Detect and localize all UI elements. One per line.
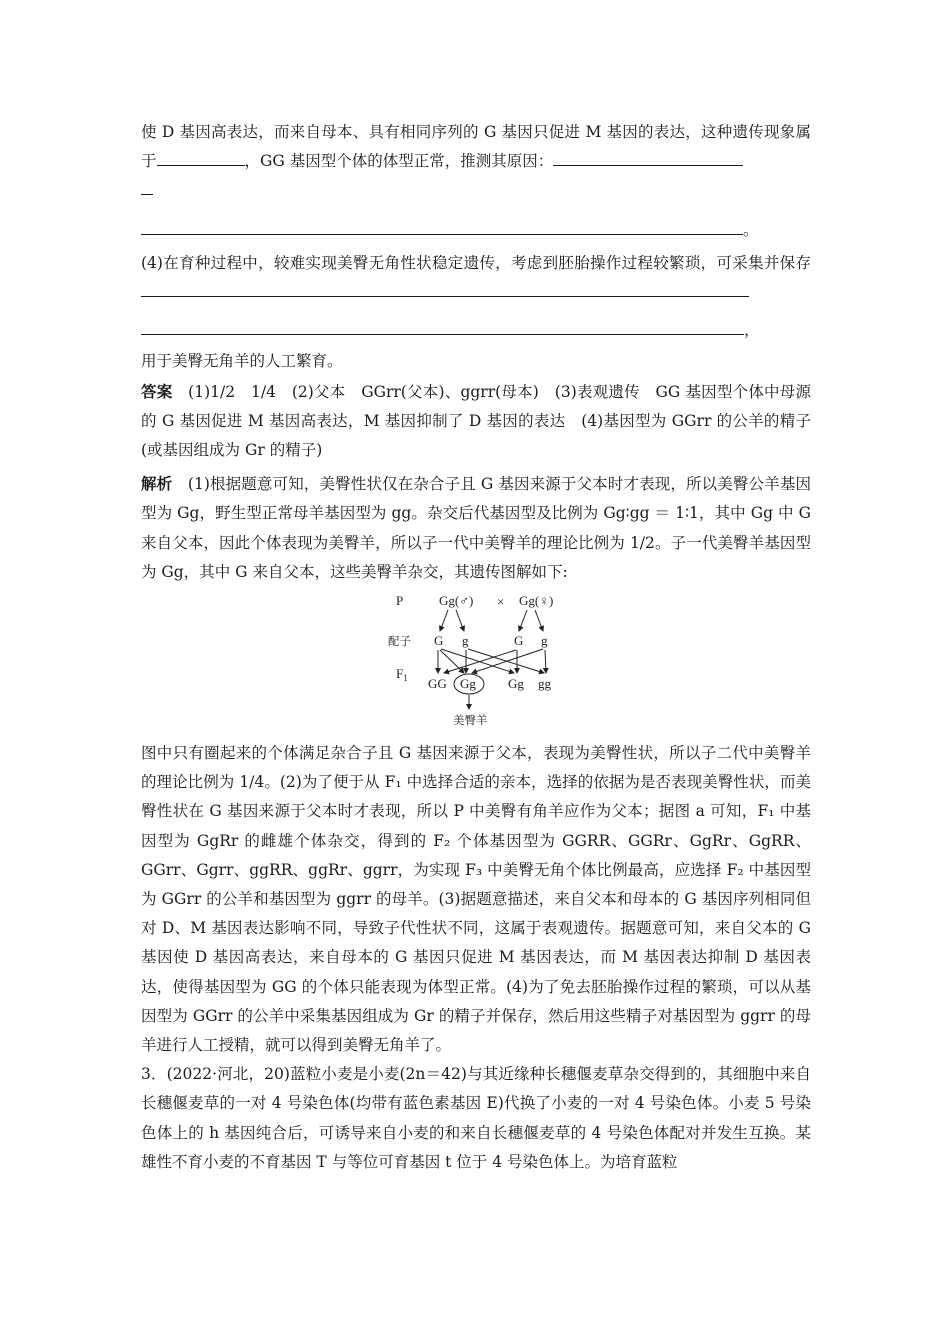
analysis-paragraph-2: 图中只有圈起来的个体满足杂合子且 G 基因来源于父本，表现为美臀性状，所以子二代中美臀羊的理论比例为 1/4。(2)为了便于从 F₁ 中选择合适的亲本，选择的依据为是否表现美臀性状，而美臀性状在 G 基因来源于父本时才表现，所以 P 中美臀有角羊应作为父本；据图 a 可知，F₁ 中基因型为 GgRr 的雌雄个体杂交，得到的 F₂ 个体基因型为 GGRR、GGRr、GgRr、GgRR、GGrr、Ggrr、ggRR、ggRr、ggrr，为实现 F₃ 中美臀无角个体比例最高，应选择 F₂ 中基因型为 GGrr 的公羊和基因型为 ggrr 的母羊。(3)据题意描述，来自父本和母本的 G 基因序列相同但对 D、M 基因表达影响不同，导致子代性状不同，这属于表观遗传。据题意可知，来自父本的 G 基因使 D 基因高表达，来自母本的 G 基因只促进 M 基因表达，而 M 基因表达抑制 D 基因表达，使得基因型为 GG 的个体只能表现为体型正常。(4)为了免去胚胎操作过程的繁琐，可以从基因型为 GGrr 的公羊中采集基因组成为 Gr 的精子并保存，然后用这些精子对基因型为 ggrr 的母羊进行人工授精，就可以得到美臀无角羊了。 — [141, 744, 811, 1055]
f1-label: $F_1$ — [396, 666, 408, 684]
question-2-part-3: 使 D 基因高表达，而来自母本、具有相同序列的 G 基因只促进 M 基因的表达，这种遗传现象属于 ，GG 基因型个体的体型正常，推测其原因： — [141, 118, 811, 206]
answer-blank — [141, 278, 749, 297]
question-3: 3．(2022·河北，20)蓝粒小麦是小麦(2n＝42)与其近缘种长穗偃麦草杂交得到的，其细胞中来自长穗偃麦草的一对 4 号染色体(均带有蓝色素基因 E)代换了小麦的一对 4 号染色体。小麦 5 号染色体上的 h 基因纯合后，可诱导来自小麦的和来自长穗偃麦草的 4 号染色体配对并发生互换。某雄性不育小麦的不育基因 T 与等位可育基因 t 位于 4 号染色体上。为培育蓝粒 — [141, 1065, 811, 1171]
answer-paragraph — [141, 377, 811, 466]
gamete-female-G: G — [514, 633, 524, 649]
gamete-female-g: g — [541, 633, 548, 649]
analysis-paragraph — [141, 469, 811, 587]
answer-blank — [141, 316, 744, 335]
answer-blank — [141, 176, 153, 195]
answer-label: 答案 — [141, 381, 173, 401]
gamete-male-G: G — [434, 633, 444, 649]
analysis-text-1: (1)根据题意可知，美臀性状仅在杂合子且 G 基因来源于父本时才表现，所以美臀公羊基因型为 Gg，野生型正常母羊基因型为 gg。杂交后代基因型及比例为 Gg∶gg ＝ 1∶1，其中 Gg 中 G 来自父本，因此个体表现为美臀羊，所以子一代中美臀羊的理论比例为 1/2。子一代美臀羊基因型为 Gg，其中 G 来自父本，这些美臀羊杂交，其遗传图解如下: — [141, 475, 811, 581]
analysis-label: 解析 — [141, 474, 173, 494]
result-label: 美臀羊 — [453, 713, 488, 728]
gamete-label: 配子 — [388, 634, 411, 649]
cross-diagram-svg — [386, 589, 586, 737]
cross-symbol: × — [497, 594, 505, 610]
offspring-Gg-circled: Gg — [460, 676, 476, 692]
p-label: P — [396, 593, 404, 609]
genetic-diagram — [141, 589, 811, 739]
answer-text: (1)1/2 1/4 (2)父本 GGrr(父本)、ggrr(母本) (3)表观遗传 GG 基因型个体中母源的 G 基因促进 M 基因高表达，M 基因抑制了 D 基因的表达 (4)基因型为 GGrr 的公羊的精子(或基因组成为 Gr 的精子) — [141, 382, 811, 460]
answer-blank — [157, 147, 245, 166]
parent-female: Gg(♀) — [519, 593, 554, 609]
answer-blank — [141, 216, 743, 235]
offspring-gg: gg — [538, 676, 551, 692]
offspring-GG: GG — [428, 676, 447, 692]
question-2-part-4: (4)在育种过程中，较难实现美臀无角性状稳定遗传，考虑到胚胎操作过程较繁琐，可采集并保存 — [141, 249, 811, 307]
answer-blank-line: 。 — [141, 216, 811, 245]
question-2-part-4-end: 用于美臀无角羊的人工繁育。 — [141, 352, 343, 371]
gamete-male-g: g — [462, 633, 469, 649]
document-page — [141, 118, 811, 1177]
answer-blank — [553, 147, 743, 166]
parent-male: Gg(♂) — [439, 593, 474, 609]
answer-blank-line: ， — [141, 316, 811, 345]
offspring-Gg: Gg — [508, 676, 524, 692]
